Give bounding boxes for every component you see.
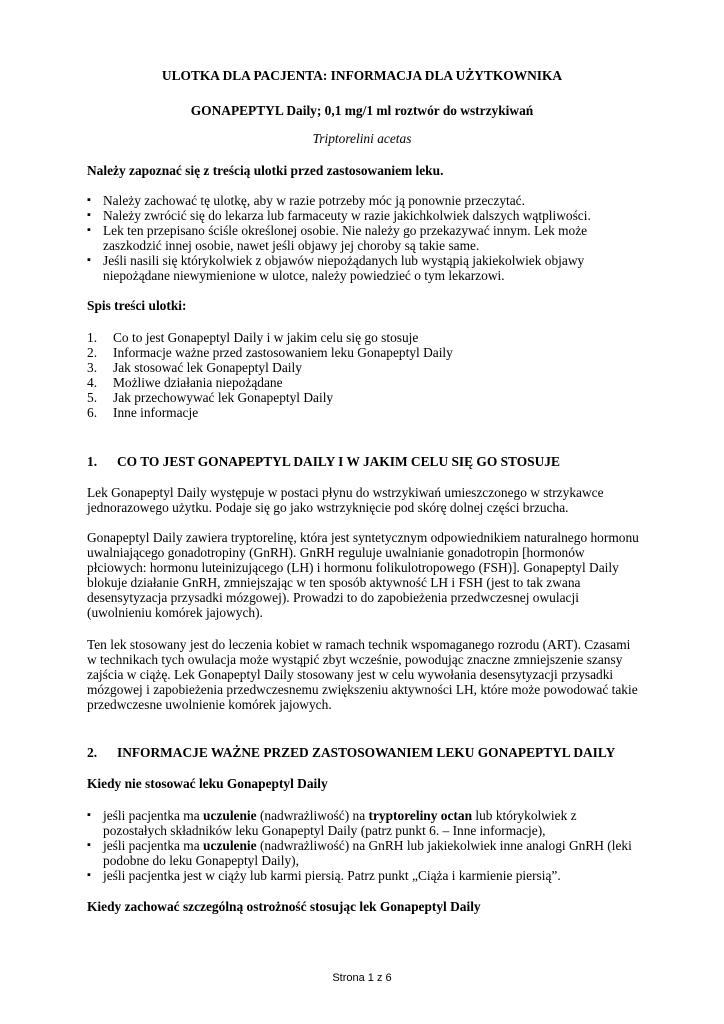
bullet-marker: ▪ — [87, 224, 91, 236]
section-1-paragraph-3-line: Ten lek stosowany jest do leczenia kobiet w ramach technik wspomaganego rozrodu (ART). Czasami — [87, 637, 631, 652]
contraindication-bullet-2: jeśli pacjentka ma uczulenie (nadwrażliwość) na GnRH lub jakiekolwiek inne analogi GnRH (leki — [103, 838, 632, 853]
intro-bullet-3: Lek ten przepisano ściśle określonej osobie. Nie należy go przekazywać innym. Lek może — [103, 223, 588, 238]
section-1-paragraph-2-line: (uwolnieniu komórek jajowych). — [87, 605, 263, 620]
contraindication-bullet-3: jeśli pacjentka jest w ciąży lub karmi piersią. Patrz punkt „Ciąża i karmienie piersią”. — [103, 868, 561, 883]
contraindication-bullet-1: jeśli pacjentka ma uczulenie (nadwrażliwość) na tryptoreliny octan lub którykolwiek z — [103, 808, 577, 823]
bullet-marker: ▪ — [87, 869, 91, 881]
toc-number: 1. — [87, 330, 98, 345]
page-footer: Strona 1 z 6 — [332, 972, 392, 984]
section-1-paragraph-2-line: płciowych: hormonu luteinizującego (LH) i hormonu folikulotropowego (FSH)]. Gonapeptyl Daily — [87, 560, 619, 575]
toc-item-1: Co to jest Gonapeptyl Daily i w jakim celu się go stosuje — [113, 330, 419, 345]
bullet-marker: ▪ — [87, 809, 91, 821]
section-1-paragraph-3-line: w technikach tych owulacja może wystąpić zbyt wcześnie, powodując znaczne zmniejszenie szansy — [87, 652, 623, 667]
intro-bullet-4-cont: niepożądane niewymienione w ulotce, należy powiedzieć o tym lekarzowi. — [103, 268, 505, 283]
toc-number: 3. — [87, 360, 98, 375]
section-1-paragraph-2-line: uwalniającego gonadotropiny (GnRH). GnRH reguluje uwalnianie gonadotropin [hormonów — [87, 545, 585, 560]
toc-number: 5. — [87, 390, 98, 405]
active-substance: Triptorelini acetas — [312, 131, 412, 146]
toc-item-6: Inne informacje — [113, 405, 199, 420]
section-1-paragraph-2-line: blokuje działanie GnRH, zmniejszając w ten sposób aktywność LH i FSH (jest to tak zwana — [87, 575, 581, 590]
toc-number: 6. — [87, 405, 98, 420]
toc-item-3: Jak stosować lek Gonapeptyl Daily — [113, 360, 302, 375]
toc-number: 4. — [87, 375, 98, 390]
intro-bullet-4: Jeśli nasili się którykolwiek z objawów niepożądanych lub wystąpią jakiekolwiek objawy — [103, 253, 585, 268]
toc-item-2: Informacje ważne przed zastosowaniem leku Gonapeptyl Daily — [113, 345, 453, 360]
section-1-paragraph-1-line: jednorazowego użytku. Podaje się go jako wstrzyknięcie pod skórę dolnej części brzucha. — [87, 500, 569, 515]
intro-bullet-1: Należy zachować tę ulotkę, aby w razie potrzeby móc ją ponownie przeczytać. — [103, 193, 525, 208]
toc-number: 2. — [87, 345, 98, 360]
intro-bullet-2: Należy zwrócić się do lekarza lub farmaceuty w razie jakichkolwiek dalszych wątpliwości. — [103, 208, 591, 223]
intro-heading: Należy zapoznać się z treścią ulotki przed zastosowaniem leku. — [87, 163, 444, 178]
section-1-heading: CO TO JEST GONAPEPTYL DAILY I W JAKIM CELU SIĘ GO STOSUJE — [117, 454, 560, 469]
section-1-paragraph-1-line: Lek Gonapeptyl Daily występuje w postaci płynu do wstrzykiwań umieszczonego w strzykawce — [87, 485, 604, 500]
section-2-subheading-contraindications: Kiedy nie stosować leku Gonapeptyl Daily — [87, 776, 328, 791]
section-2-subheading-precautions: Kiedy zachować szczególną ostrożność stosując lek Gonapeptyl Daily — [87, 899, 481, 914]
toc-heading: Spis treści ulotki: — [87, 298, 187, 313]
contraindication-bullet-1-cont: pozostałych składników leku Gonapeptyl Daily (patrz punkt 6. – Inne informacje), — [103, 823, 546, 838]
section-2-heading: INFORMACJE WAŻNE PRZED ZASTOSOWANIEM LEKU GONAPEPTYL DAILY — [117, 745, 616, 760]
bullet-marker: ▪ — [87, 254, 91, 266]
toc-item-5: Jak przechowywać lek Gonapeptyl Daily — [113, 390, 334, 405]
section-1-paragraph-2-line: desensytyzacja przysadki mózgowej). Prowadzi to do zapobieżenia przedwczesnej owulacji — [87, 590, 579, 605]
section-1-number: 1. — [87, 454, 98, 469]
document-title: ULOTKA DLA PACJENTA: INFORMACJA DLA UŻYTKOWNIKA — [161, 68, 563, 83]
bullet-marker: ▪ — [87, 209, 91, 221]
bullet-marker: ▪ — [87, 839, 91, 851]
product-name: GONAPEPTYL Daily; 0,1 mg/1 ml roztwór do wstrzykiwań — [190, 103, 534, 118]
toc-item-4: Możliwe działania niepożądane — [113, 375, 283, 390]
section-1-paragraph-3-line: zajścia w ciążę. Lek Gonapeptyl Daily stosowany jest w celu wywołania desensytyzacji przysadki — [87, 667, 614, 682]
section-2-number: 2. — [87, 745, 98, 760]
contraindication-bullet-2-cont: podobne do leku Gonapeptyl Daily), — [103, 853, 299, 868]
section-1-paragraph-2-line: Gonapeptyl Daily zawiera tryptorelinę, która jest syntetycznym odpowiednikiem naturalnego hormonu — [87, 530, 639, 545]
section-1-paragraph-3-line: przedwczesne uwolnienie komórek jajowych. — [87, 697, 332, 712]
section-1-paragraph-3-line: mózgowej i zapobieżenia przedwczesnemu zwiększeniu aktywności LH, które może powodować takie — [87, 682, 638, 697]
bullet-marker: ▪ — [87, 194, 91, 206]
intro-bullet-3-cont: zaszkodzić innej osobie, nawet jeśli objawy jej choroby są takie same. — [103, 238, 480, 253]
